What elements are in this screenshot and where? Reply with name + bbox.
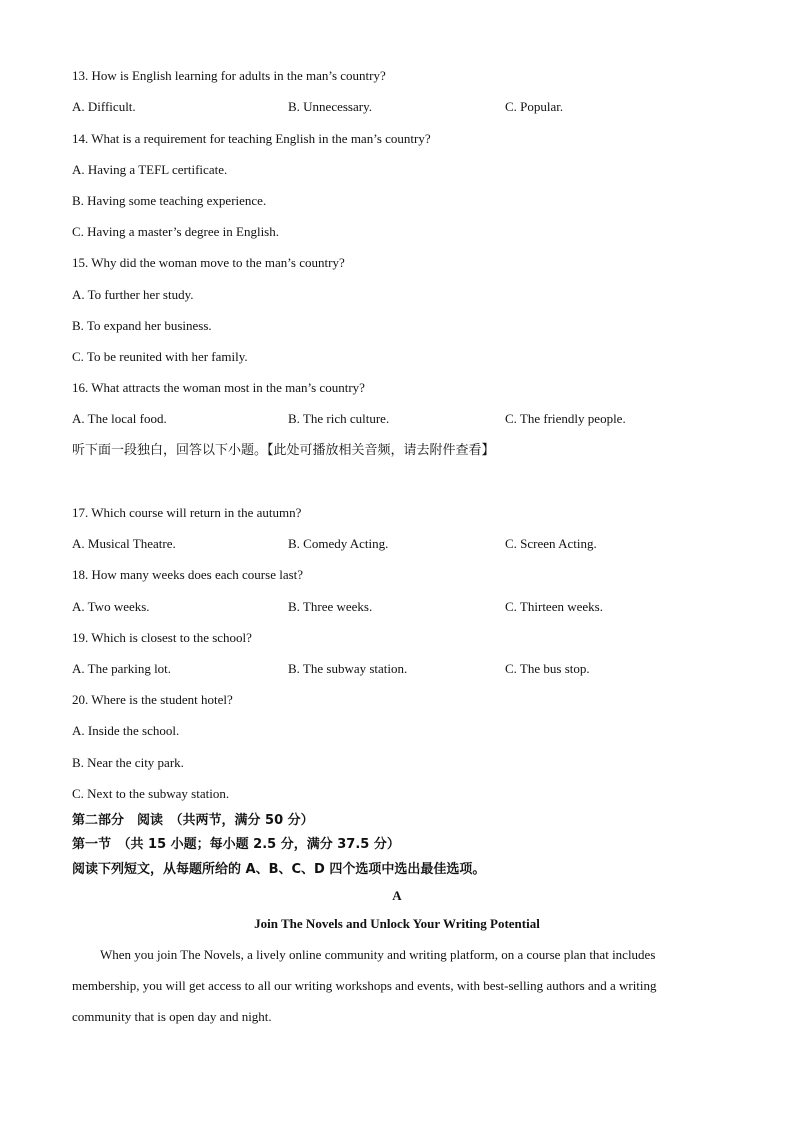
question-13-option-b: B. Unnecessary. [288,99,372,114]
passage-line-2: membership, you will get access to all our writing workshops and events, with best-selling authors and a writing [72,978,657,993]
monologue-instruction: 听下面一段独白，回答以下小题。【此处可播放相关音频，请去附件查看】 [72,443,495,458]
question-20-option-a: A. Inside the school. [72,723,180,738]
passage-title: Join The Novels and Unlock Your Writing Potential [254,916,540,931]
question-15-stem: 15. Why did the woman move to the man’s country? [72,255,345,270]
question-14-option-c: C. Having a master’s degree in English. [72,224,279,239]
question-14-option-a: A. Having a TEFL certificate. [72,162,228,177]
question-20-option-c: C. Next to the subway station. [72,786,230,801]
question-16-stem: 16. What attracts the woman most in the man’s country? [72,380,365,395]
question-19-option-c: C. The bus stop. [505,661,590,676]
question-20-option-b: B. Near the city park. [72,755,184,770]
question-17-option-c: C. Screen Acting. [505,536,597,551]
question-19-option-b: B. The subway station. [288,661,408,676]
question-15-option-a: A. To further her study. [72,287,194,302]
part-two-heading: 第二部分 阅读 （共两节，满分 50 分） [72,813,314,828]
passage-line-1: When you join The Novels, a lively online community and writing platform, on a course plan that includes [100,947,656,962]
question-13-stem: 13. How is English learning for adults in the man’s country? [72,68,386,83]
question-14-stem: 14. What is a requirement for teaching English in the man’s country? [72,131,431,146]
question-15-option-c: C. To be reunited with her family. [72,349,248,364]
passage-line-3: community that is open day and night. [72,1009,272,1024]
question-13-option-c: C. Popular. [505,99,564,114]
question-16-option-c: C. The friendly people. [505,411,626,426]
passage-letter: A [392,888,402,903]
question-18-option-a: A. Two weeks. [72,599,150,614]
question-19-option-a: A. The parking lot. [72,661,172,676]
question-17-stem: 17. Which course will return in the autumn? [72,505,302,520]
reading-instruction: 阅读下列短文，从每题所给的 A、B、C、D 四个选项中选出最佳选项。 [72,862,486,877]
question-18-option-b: B. Three weeks. [288,599,373,614]
question-17-option-b: B. Comedy Acting. [288,536,389,551]
question-17-option-a: A. Musical Theatre. [72,536,176,551]
section-one-heading: 第一节 （共 15 小题；每小题 2.5 分，满分 37.5 分） [72,837,400,852]
question-15-option-b: B. To expand her business. [72,318,212,333]
question-18-stem: 18. How many weeks does each course last? [72,567,304,582]
question-20-stem: 20. Where is the student hotel? [72,692,233,707]
question-18-option-c: C. Thirteen weeks. [505,599,603,614]
question-16-option-a: A. The local food. [72,411,167,426]
question-14-option-b: B. Having some teaching experience. [72,193,267,208]
question-13-option-a: A. Difficult. [72,99,136,114]
question-19-stem: 19. Which is closest to the school? [72,630,252,645]
question-16-option-b: B. The rich culture. [288,411,390,426]
